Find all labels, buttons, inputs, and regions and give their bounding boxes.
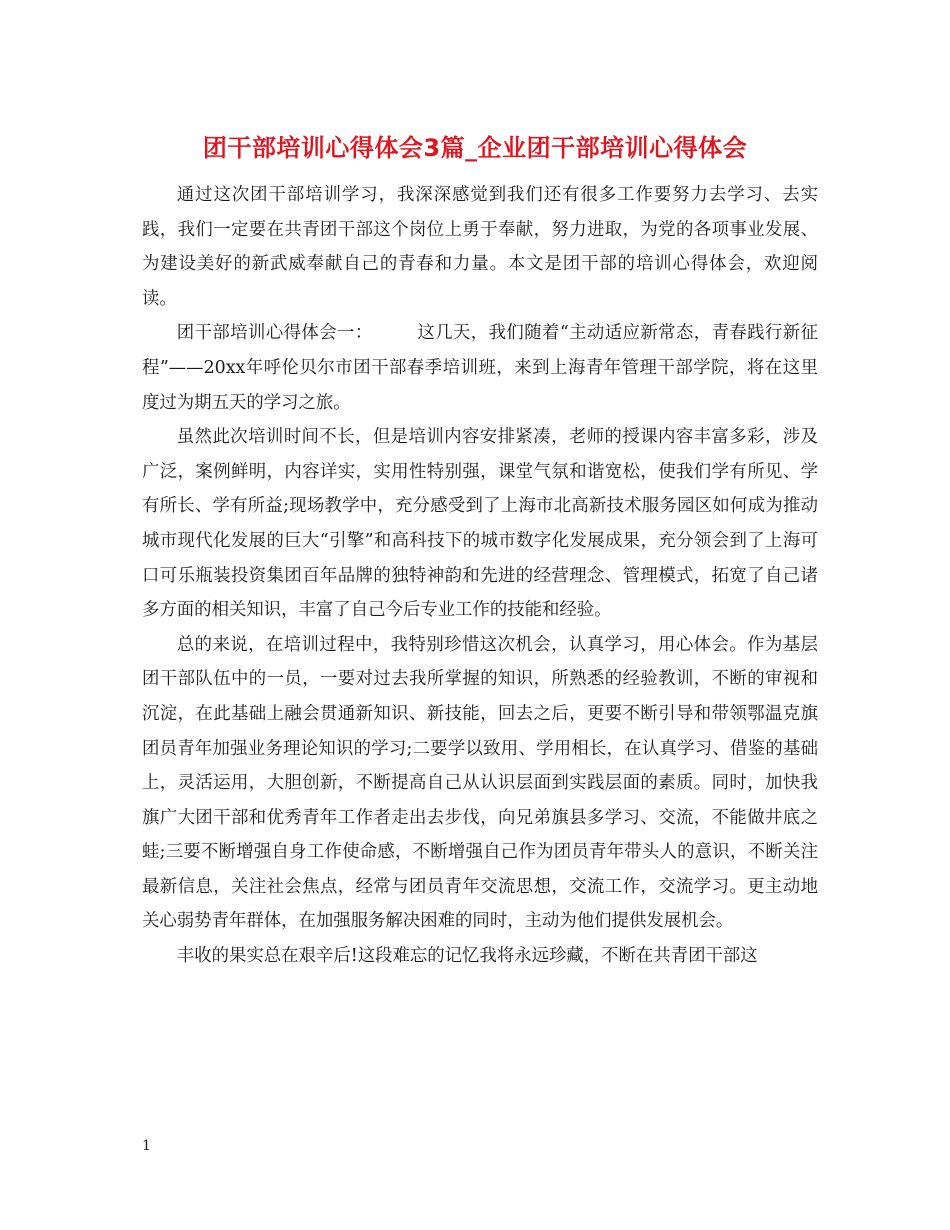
paragraph-closing: 丰收的果实总在艰辛后!这段难忘的记忆我将永远珍藏，不断在共青团干部这 <box>176 946 758 967</box>
paragraph-summary: 总的来说，在培训过程中，我特别珍惜这次机会，认真学习，用心体会。作为基层团干部队伍中的一员，一要对过去我所掌握的知识，所熟悉的经验教训，不断的审视和沉淀，在此基础上融会贯通新知识、新技能，回去之后，更要不断引导和带领鄂温克旗团员青年加强业务理论知识的学习;二要学以致用、学用相长，在认真学习、借鉴的基础上，灵活运用，大胆创新，不断提高自己从认识层面到实践层面的素质。同时，加快我旗广大团干部和优秀青年工作者走出去步伐，向兄弟旗县多学习、交流，不能做井底之蛙;三要不断增强自身工作使命感，不断增强自己作为团员青年带头人的意识，不断关注最新信息，关注社会焦点，经常与团员青年交流思想，交流工作，交流学习。更主动地关心弱势青年群体，在加强服务解决困难的同时，主动为他们提供发展机会。 <box>142 634 818 932</box>
page-number: 1 <box>142 1138 151 1154</box>
document-body <box>142 178 818 974</box>
paragraph-intro: 通过这次团干部培训学习，我深深感觉到我们还有很多工作要努力去学习、去实践，我们一定要在共青团干部这个岗位上勇于奉献，努力进取，为党的各项事业发展、为建设美好的新武威奉献自己的青春和力量。本文是团干部的培训心得体会，欢迎阅读。 <box>142 185 818 309</box>
paragraph-heading-one: 团干部培训心得体会一： 这几天，我们随着“主动适应新常态，青春践行新征程”——20xx年呼伦贝尔市团干部春季培训班，来到上海青年管理干部学院，将在这里度过为期五天的学习之旅。 <box>142 323 818 413</box>
document-title: 团干部培训心得体会3篇_企业团干部培训心得体会 <box>202 134 748 162</box>
paragraph-training-content: 虽然此次培训时间不长，但是培训内容安排紧凑，老师的授课内容丰富多彩，涉及广泛，案例鲜明，内容详实，实用性特别强，课堂气氛和谐宽松，使我们学有所见、学有所长、学有所益;现场教学中，充分感受到了上海市北高新技术服务园区如何成为推动城市现代化发展的巨大“引擎”和高科技下的城市数字化发展成果，充分领会到了上海可口可乐瓶装投资集团百年品牌的独特神韵和先进的经营理念、管理模式，拓宽了自己诸多方面的相关知识，丰富了自己今后专业工作的技能和经验。 <box>142 427 818 621</box>
